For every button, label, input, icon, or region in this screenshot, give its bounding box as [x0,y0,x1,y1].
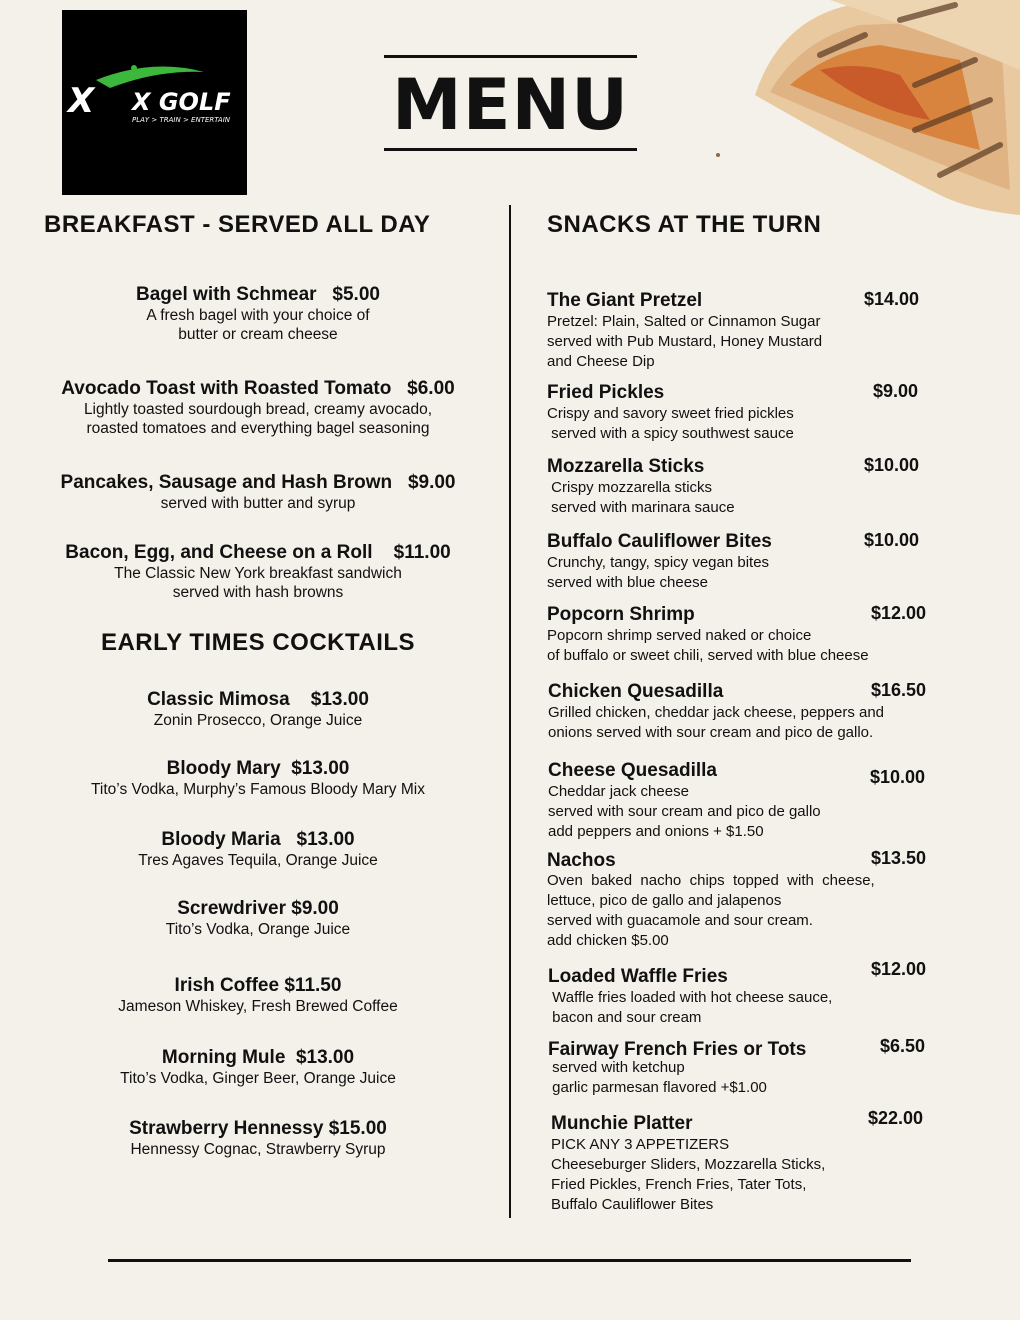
item-desc: served with ketchup [548,1059,685,1076]
item-price: $10.00 [864,455,920,475]
item-name: Loaded Waffle Fries [548,966,728,987]
item-desc: Hennessy Cognac, Strawberry Syrup [130,1141,386,1158]
item-name: Popcorn Shrimp [547,604,695,625]
menu-item-giant-pretzel [547,289,937,372]
item-name: Cheese Quesadilla [548,760,717,781]
item-price: $12.00 [871,603,927,623]
menu-item-fried-pickles [547,381,937,444]
item-name: Nachos [547,850,616,871]
menu-item-mimosa [38,688,478,730]
menu-item-bagel [38,283,478,344]
item-name: Strawberry Hennessy [129,1118,324,1139]
menu-item-cheese-quesadilla [548,759,938,842]
menu-item-pancakes [38,471,478,513]
item-price: $13.00 [296,829,355,850]
item-desc: Tito’s Vodka, Ginger Beer, Orange Juice [120,1070,396,1087]
item-desc: Crunchy, tangy, spicy vegan bites [547,554,770,571]
cocktails-title: EARLY TIMES COCKTAILS [100,629,416,656]
menu-item-irish-coffee [38,974,478,1016]
item-price: $11.00 [393,542,451,563]
item-desc: add chicken $5.00 [547,932,669,949]
item-desc: served with hash browns [172,584,344,601]
logo-tagline: PLAY > TRAIN > ENTERTAIN [132,116,230,124]
item-price: $9.00 [407,472,456,493]
item-desc: Grilled chicken, cheddar jack cheese, peppers and [548,704,885,721]
item-desc: Tres Agaves Tequila, Orange Juice [138,852,378,869]
item-desc: Lightly toasted sourdough bread, creamy avocado, [83,401,433,418]
item-desc: butter or cream cheese [178,326,338,343]
snacks-title: SNACKS AT THE TURN [547,211,822,238]
item-name: Classic Mimosa [147,689,290,710]
item-desc: served with blue cheese [547,574,708,591]
menu-item-fairway-fries [548,1036,938,1098]
item-price: $5.00 [332,284,380,305]
item-price: $9.00 [873,381,919,401]
footer-rule [108,1259,911,1262]
menu-item-bloody-mary [38,757,478,799]
item-price: $13.00 [295,1047,355,1068]
item-price: $6.50 [880,1036,926,1056]
menu-item-chicken-quesadilla [548,680,938,743]
golf-flag-icon [62,10,247,195]
item-desc: served with sour cream and pico de gallo [548,803,821,820]
item-price: $14.00 [864,289,920,309]
item-name: Irish Coffee [174,975,280,996]
item-desc: Fried Pickles, French Fries, Tater Tots, [551,1176,807,1193]
item-desc: Pretzel: Plain, Salted or Cinnamon Sugar [547,313,821,330]
item-desc: Tito’s Vodka, Orange Juice [165,921,351,938]
item-desc: Cheeseburger Sliders, Mozzarella Sticks, [551,1156,826,1173]
svg-text:X: X [68,81,95,121]
item-name: Avocado Toast with Roasted Tomato [61,378,392,399]
menu-item-munchie-platter [551,1108,941,1215]
item-desc: The Classic New York breakfast sandwich [114,565,402,582]
item-desc: Oven baked nacho chips topped with cheese, [547,872,875,889]
item-price: $13.00 [310,689,369,710]
breakfast-title: BREAKFAST - SERVED ALL DAY [44,211,431,238]
menu-item-morning-mule [38,1046,478,1088]
item-desc: served with Pub Mustard, Honey Mustard [547,333,823,350]
menu-item-nachos [547,848,937,951]
item-desc: bacon and sour cream [548,1009,702,1026]
item-name: Bloody Mary [166,758,281,779]
item-desc: A fresh bagel with your choice of [146,307,370,324]
item-name: Bloody Maria [161,829,281,850]
item-price: $13.50 [871,848,927,868]
item-desc: onions served with sour cream and pico de gallo. [548,724,874,741]
item-desc: Crispy mozzarella sticks [547,479,713,496]
item-price: $9.00 [291,898,339,919]
menu-item-screwdriver [38,897,478,939]
item-name: Bagel with Schmear [136,284,317,305]
item-desc: served with butter and syrup [160,495,356,512]
column-divider [509,205,511,1218]
item-desc: PICK ANY 3 APPETIZERS [551,1136,730,1153]
item-price: $10.00 [864,530,920,550]
item-name: Fairway French Fries or Tots [548,1039,807,1060]
menu-item-avocado-toast [38,377,478,438]
item-desc: Waffle fries loaded with hot cheese sauce, [548,989,833,1006]
item-price: $13.00 [291,758,350,779]
item-name: Chicken Quesadilla [548,681,724,702]
item-price: $11.50 [284,975,342,996]
item-desc: add peppers and onions + $1.50 [548,823,764,840]
title-top-rule [384,55,637,58]
item-price: $16.50 [871,680,927,700]
item-desc: lettuce, pico de gallo and jalapenos [547,892,782,909]
page-title: MENU [392,64,629,146]
item-desc: garlic parmesan flavored +$1.00 [548,1079,767,1096]
item-name: Mozzarella Sticks [547,456,705,477]
menu-item-bacon-egg-cheese [38,541,478,602]
item-price: $22.00 [868,1108,924,1128]
item-desc: Cheddar jack cheese [548,783,689,800]
item-price: $10.00 [870,767,926,787]
item-name: Bacon, Egg, and Cheese on a Roll [65,542,373,563]
xgolf-logo [62,10,247,195]
item-name: Pancakes, Sausage and Hash Brown [60,472,393,493]
item-desc: of buffalo or sweet chili, served with blue cheese [547,647,869,664]
item-desc: served with marinara sauce [547,499,735,516]
menu-item-strawberry-hennessy [38,1117,478,1159]
item-name: Buffalo Cauliflower Bites [547,531,772,552]
item-name: The Giant Pretzel [547,290,703,311]
item-desc: Crispy and savory sweet fried pickles [547,405,794,422]
item-desc: roasted tomatoes and everything bagel seasoning [86,420,430,437]
item-price: $15.00 [328,1118,387,1139]
item-desc: Jameson Whiskey, Fresh Brewed Coffee [118,998,398,1015]
item-desc: Buffalo Cauliflower Bites [551,1196,714,1213]
item-name: Fried Pickles [547,382,665,403]
menu-item-loaded-waffle-fries [548,959,938,1028]
menu-item-popcorn-shrimp [547,603,937,666]
item-name: Screwdriver [177,898,286,919]
item-desc: served with a spicy southwest sauce [547,425,794,442]
logo-brand: X GOLF [132,88,231,116]
item-price: $6.00 [407,378,455,399]
quesadilla-image [700,0,1020,225]
menu-item-mozzarella-sticks [547,455,937,518]
item-name: Morning Mule [161,1047,286,1068]
menu-item-bloody-maria [38,828,478,870]
item-desc: Popcorn shrimp served naked or choice [547,627,812,644]
item-price: $12.00 [871,959,927,979]
item-desc: Tito’s Vodka, Murphy’s Famous Bloody Mary Mix [91,781,425,798]
item-desc: served with guacamole and sour cream. [547,912,813,929]
menu-item-buffalo-cauliflower [547,530,937,593]
item-desc: Zonin Prosecco, Orange Juice [153,712,363,729]
item-name: Munchie Platter [551,1113,693,1134]
item-desc: and Cheese Dip [547,353,655,370]
title-bottom-rule [384,148,637,151]
